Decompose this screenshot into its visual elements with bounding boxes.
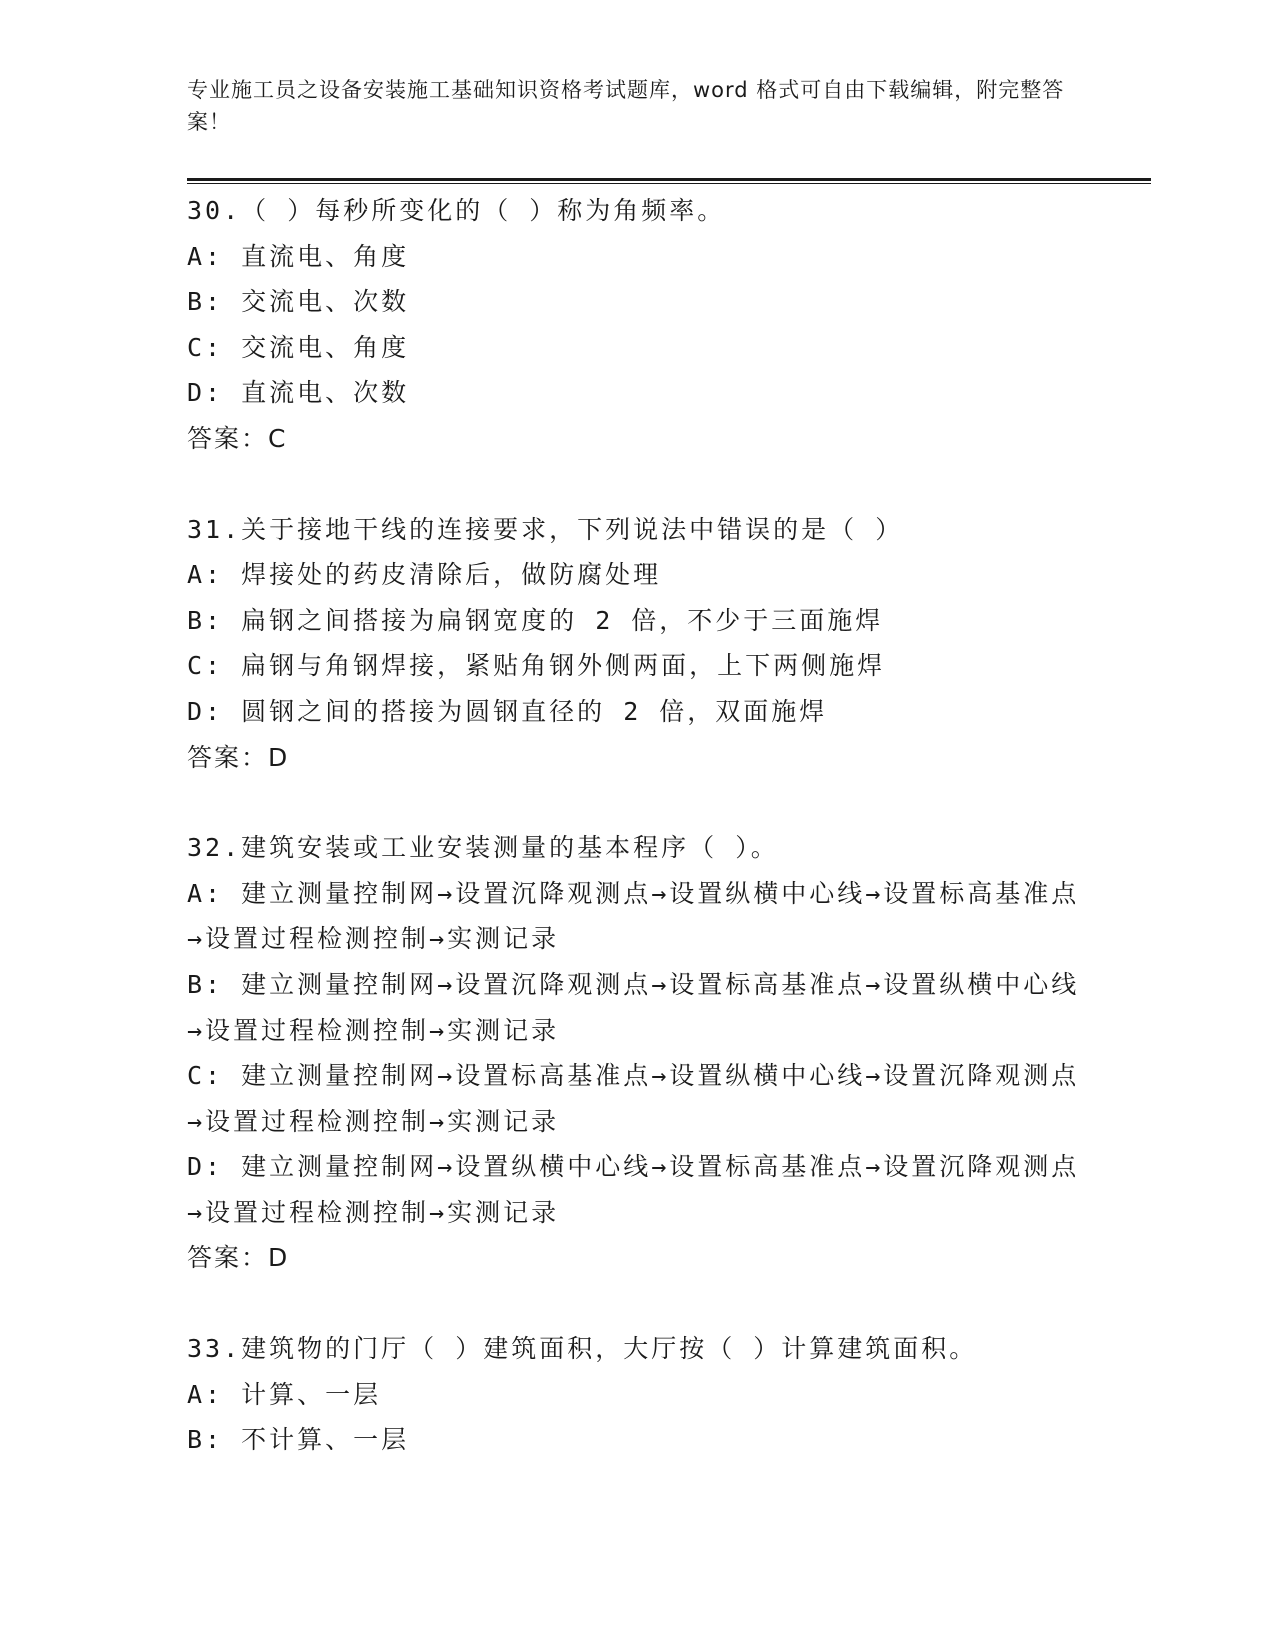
question-32 <box>187 825 1087 1281</box>
question-33 <box>187 1326 1087 1463</box>
answer-line: 答案：C <box>187 423 288 453</box>
question-spacer <box>187 1281 1087 1326</box>
header-divider-thick <box>187 178 1151 181</box>
answer-line: 答案：D <box>187 742 290 772</box>
question-stem: 32.建筑安装或工业安装测量的基本程序（ ）。 <box>187 833 779 863</box>
option-d: D: 直流电、次数 <box>187 378 410 408</box>
header-divider-thin <box>187 183 1151 184</box>
question-stem: 33.建筑物的门厅（ ）建筑面积，大厅按（ ）计算建筑面积。 <box>187 1334 978 1364</box>
option-c: C: 建立测量控制网→设置标高基准点→设置纵横中心线→设置沉降观测点→设置过程检测控制→实测记录 <box>187 1061 1080 1136</box>
answer-line: 答案：D <box>187 1243 290 1273</box>
option-a: A: 焊接处的药皮清除后，做防腐处理 <box>187 560 662 590</box>
option-d: D: 圆钢之间的搭接为圆钢直径的 2 倍，双面施焊 <box>187 696 828 726</box>
question-spacer <box>187 462 1087 507</box>
option-a: A: 建立测量控制网→设置沉降观测点→设置纵横中心线→设置标高基准点→设置过程检测控制→实测记录 <box>187 878 1080 954</box>
question-30 <box>187 188 1087 462</box>
option-b: B: 建立测量控制网→设置沉降观测点→设置标高基准点→设置纵横中心线→设置过程检测控制→实测记录 <box>187 969 1080 1045</box>
option-d: D: 建立测量控制网→设置纵横中心线→设置标高基准点→设置沉降观测点→设置过程检测控制→实测记录 <box>187 1152 1080 1227</box>
option-b: B: 扁钢之间搭接为扁钢宽度的 2 倍，不少于三面施焊 <box>187 605 884 635</box>
question-list <box>187 188 1087 1463</box>
option-a: A: 计算、一层 <box>187 1379 382 1409</box>
option-c: C: 交流电、角度 <box>187 332 410 362</box>
question-stem: 31.关于接地干线的连接要求，下列说法中错误的是（ ） <box>187 514 904 544</box>
question-31 <box>187 507 1087 781</box>
question-spacer <box>187 780 1087 825</box>
option-b: B: 交流电、次数 <box>187 287 410 317</box>
document-header: 专业施工员之设备安装施工基础知识资格考试题库，word 格式可自由下载编辑，附完整答案！ <box>187 78 1065 134</box>
option-b: B: 不计算、一层 <box>187 1425 410 1455</box>
option-c: C: 扁钢与角钢焊接，紧贴角钢外侧两面，上下两侧施焊 <box>187 651 886 681</box>
question-stem: 30.（ ）每秒所变化的（ ）称为角频率。 <box>187 196 726 225</box>
option-a: A: 直流电、角度 <box>187 241 410 271</box>
